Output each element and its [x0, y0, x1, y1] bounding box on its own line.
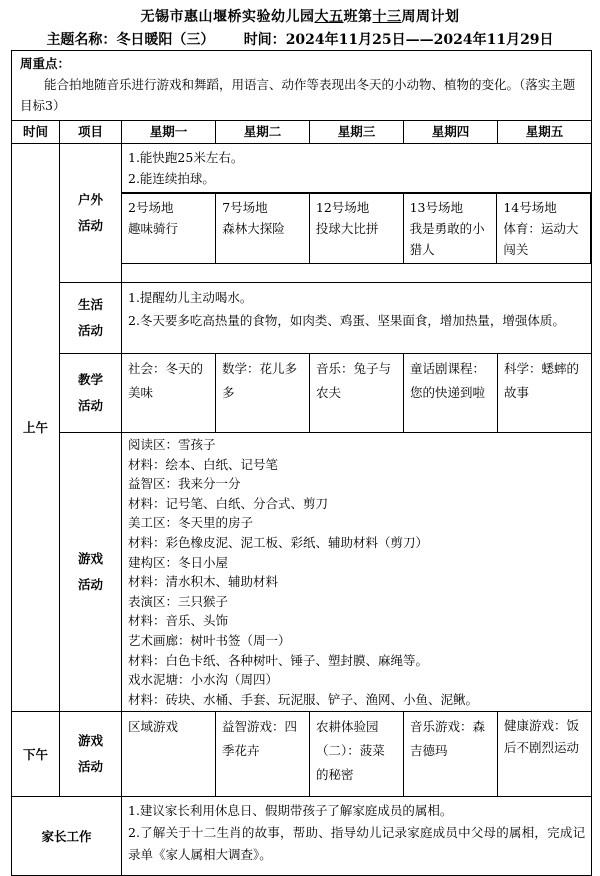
theme-name: 冬日暖阳（三） [116, 32, 215, 48]
venue-place: 7号场地 [222, 200, 268, 215]
games-label-line1: 游戏 [77, 551, 103, 567]
afternoon-label: 下午 [12, 712, 60, 797]
time-label: 时间： [243, 32, 286, 48]
title-class-suffix: 班第 [343, 9, 373, 25]
games-label-line2: 活动 [77, 577, 103, 593]
afternoon-row [12, 712, 592, 797]
title-prefix: 无锡市惠山堰桥实验幼儿园 [140, 9, 315, 25]
venue-place: 2号场地 [128, 200, 174, 215]
theme-label: 主题名称： [46, 32, 117, 48]
outdoor-goals [122, 144, 591, 193]
outdoor-venue-5 [497, 194, 591, 264]
games-line: 材料：白色卡纸、各种树叶、锤子、塑封膜、麻绳等。 [128, 652, 429, 668]
life-label-line1: 生活 [77, 297, 103, 312]
venue-game: 森林大探险 [222, 221, 285, 236]
games-line: 表演区：三只猴子 [128, 593, 229, 609]
afternoon-games-label [60, 712, 122, 797]
header-day-3: 星期三 [310, 121, 404, 144]
afternoon-label-line2: 活动 [77, 759, 103, 775]
parents-row [12, 797, 592, 876]
focus-text: 能合拍地随音乐进行游戏和舞蹈，用语言、动作等表现出冬天的小动物、植物的变化。（落实主题目标3） [20, 77, 576, 113]
teaching-day-4: 童话剧课程：您的快递到啦 [404, 354, 498, 433]
outdoor-label-line1: 户外 [77, 192, 103, 207]
afternoon-label-line1: 游戏 [77, 733, 103, 749]
teaching-day-5: 科学：蟋蟀的故事 [498, 354, 592, 433]
games-line: 材料：记号笔、白纸、分合式、剪刀 [128, 495, 329, 511]
header-item: 项目 [60, 121, 122, 144]
outdoor-venue-2 [216, 194, 310, 264]
parents-item-1: 1.建议家长利用休息日、假期带孩子了解家庭成员的属相。 [128, 803, 453, 819]
life-label-line2: 活动 [77, 323, 103, 338]
life-row [12, 283, 592, 354]
outdoor-goal-2: 2.能连续拍球。 [128, 171, 215, 186]
parents-label: 家长工作 [12, 797, 122, 876]
afternoon-day-2: 益智游戏：四季花卉 [216, 712, 310, 797]
focus-heading: 周重点： [20, 56, 71, 71]
afternoon-day-4: 音乐游戏：森吉德玛 [404, 712, 498, 797]
title-class-name: 大五 [314, 9, 344, 25]
outdoor-venue-3 [309, 194, 403, 264]
games-line: 戏水泥塘：小水沟（周四） [128, 672, 279, 688]
focus-row [12, 51, 592, 121]
outdoor-venue-4 [403, 194, 497, 264]
title-week: 十三 [372, 9, 402, 25]
outdoor-venue-1 [122, 194, 216, 264]
teaching-day-1: 社会：冬天的美味 [122, 354, 216, 433]
outdoor-label [60, 144, 122, 283]
life-content [122, 283, 592, 354]
venue-place: 12号场地 [315, 200, 370, 215]
outdoor-row [12, 144, 592, 283]
afternoon-day-3: 农耕体验园（二）：菠菜的秘密 [310, 712, 404, 797]
parents-content [122, 797, 592, 876]
weekly-plan-table [11, 50, 592, 876]
games-line: 材料：绘本、白纸、记号笔 [128, 456, 279, 472]
week-focus [12, 51, 592, 121]
header-day-2: 星期二 [216, 121, 310, 144]
document-subtitle [0, 29, 600, 49]
header-day-5: 星期五 [498, 121, 592, 144]
morning-label: 上午 [12, 144, 60, 712]
venue-game: 投球大比拼 [315, 221, 379, 236]
afternoon-day-1: 区域游戏 [122, 712, 216, 797]
games-line: 艺术画廊：树叶书签（周一） [128, 632, 291, 648]
games-label [60, 433, 122, 712]
header-row [12, 121, 592, 144]
header-day-4: 星期四 [404, 121, 498, 144]
document-title [0, 6, 600, 26]
venue-game: 我是勇敢的小猎人 [409, 221, 485, 257]
title-suffix: 周周计划 [401, 9, 460, 25]
games-line: 材料：彩色橡皮泥、泥工板、彩纸、辅助材料（剪刀） [128, 534, 429, 550]
time-range: 2024年11月25日——2024年11月29日 [285, 32, 554, 48]
games-line: 美工区：冬天里的房子 [128, 515, 254, 531]
teaching-label [60, 354, 122, 433]
games-line: 材料：砖块、水桶、手套、玩泥服、铲子、渔网、小鱼、泥鳅。 [128, 691, 479, 707]
outdoor-goal-1: 1.能快跑25米左右。 [128, 150, 244, 165]
games-line: 建构区：冬日小屋 [128, 554, 229, 570]
header-time: 时间 [12, 121, 60, 144]
venue-place: 13号场地 [409, 200, 464, 215]
afternoon-day-5: 健康游戏：饭后不剧烈运动 [498, 712, 592, 797]
teaching-label-line2: 活动 [77, 398, 103, 413]
life-item-2: 2.冬天要多吃高热量的食物，如肉类、鸡蛋、坚果面食，增加热量，增强体质。 [128, 313, 565, 328]
venue-game: 趣味骑行 [128, 221, 179, 236]
games-line: 阅读区：雪孩子 [128, 437, 216, 452]
games-content [122, 433, 592, 712]
teaching-day-2: 数学：花儿多多 [216, 354, 310, 433]
games-line: 材料：音乐、头饰 [128, 613, 229, 629]
teaching-row [12, 354, 592, 433]
outdoor-label-line2: 活动 [77, 218, 103, 233]
teaching-day-3: 音乐：兔子与农夫 [310, 354, 404, 433]
outdoor-content [122, 144, 592, 283]
life-item-1: 1.提醒幼儿主动喝水。 [128, 290, 253, 305]
games-line: 材料：清水积木、辅助材料 [128, 574, 279, 590]
teaching-label-line1: 教学 [77, 372, 103, 387]
parents-item-2: 2.了解关于十二生肖的故事，帮助、指导幼儿记录家庭成员中父母的属相，完成记录单《家人属相大调查》。 [128, 825, 586, 863]
header-day-1: 星期一 [122, 121, 216, 144]
venue-place: 14号场地 [503, 200, 557, 215]
games-line: 益智区：我来分一分 [128, 476, 241, 492]
life-label [60, 283, 122, 354]
games-row [12, 433, 592, 712]
outdoor-venues [122, 193, 591, 264]
venue-game: 体育：运动大闯关 [503, 221, 579, 257]
